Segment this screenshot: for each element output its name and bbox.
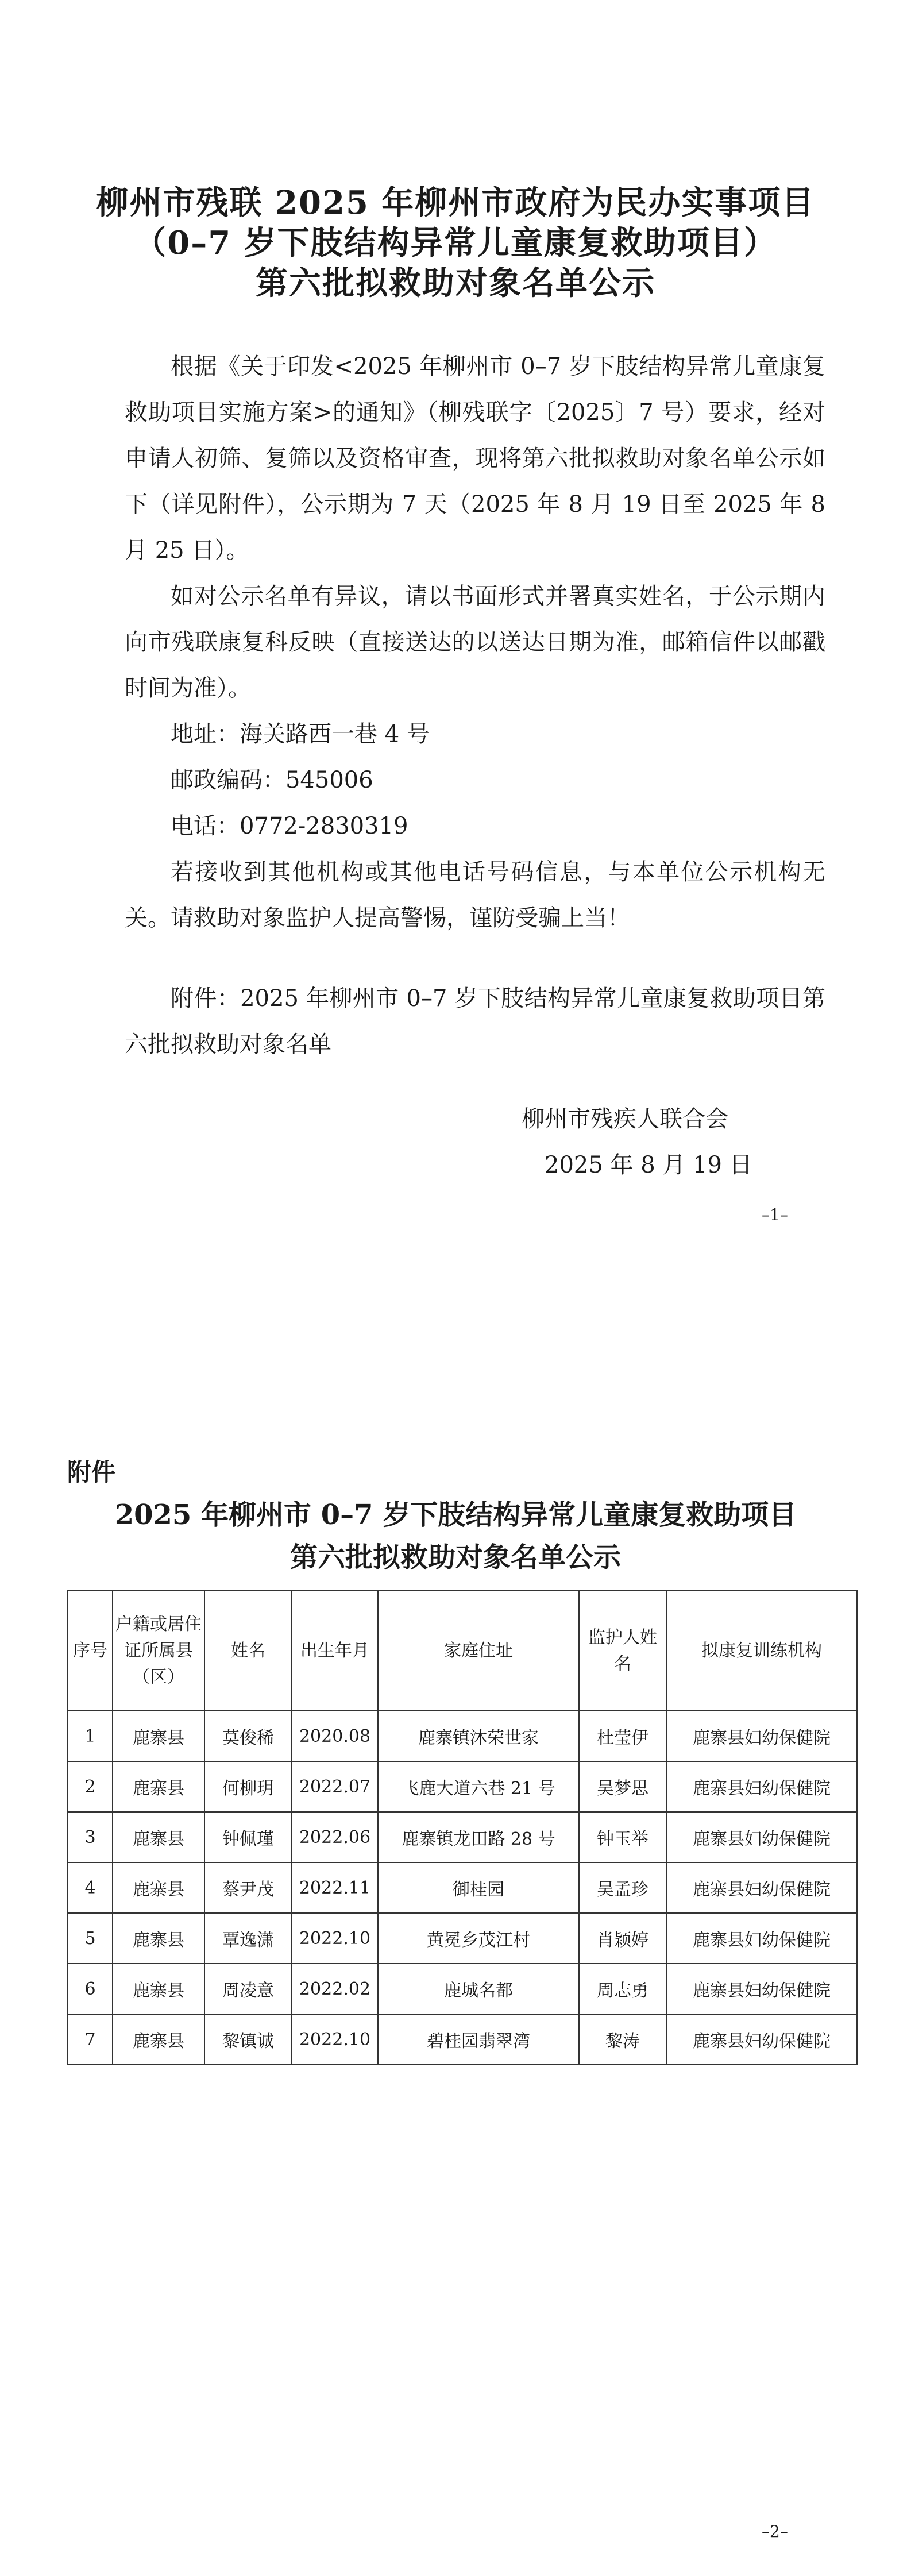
cell-institution: 鹿寨县妇幼保健院	[666, 1964, 857, 2014]
cell-name: 何柳玥	[204, 1761, 292, 1812]
cell-name: 周凌意	[204, 1964, 292, 2014]
signature-org: 柳州市残疾人联合会	[522, 1106, 728, 1132]
page-number-1: –1–	[762, 1205, 788, 1224]
cell-institution: 鹿寨县妇幼保健院	[666, 1862, 857, 1913]
cell-county: 鹿寨县	[113, 2014, 204, 2065]
cell-index: 3	[68, 1812, 113, 1862]
cell-address: 鹿城名都	[378, 1964, 579, 2014]
page-number-2: –2–	[762, 2522, 788, 2541]
title-line-2: （0–7 岁下肢结构异常儿童康复救助项目）	[134, 224, 777, 262]
cell-county: 鹿寨县	[113, 1711, 204, 1761]
cell-address: 碧桂园翡翠湾	[378, 2014, 579, 2065]
header-institution: 拟康复训练机构	[666, 1591, 857, 1711]
cell-guardian: 肖颖婷	[579, 1913, 666, 1964]
cell-institution: 鹿寨县妇幼保健院	[666, 1812, 857, 1862]
cell-address: 鹿寨镇龙田路 28 号	[378, 1812, 579, 1862]
notice-title	[0, 183, 911, 303]
cell-birth: 2022.10	[292, 1913, 378, 1964]
phone-line: 电话：0772-2830319	[171, 813, 408, 839]
paragraph-basis: 根据《关于印发<2025 年柳州市 0–7 岁下肢结构异常儿童康复救助项目实施方案>的通知》（柳残联字〔2025〕7 号）要求，经对申请人初筛、复筛以及资格审查，现将第六批拟救助对象名单公示如下（详见附件），公示期为 7 天（2025 年 8 月 19 日至 2025 年 8 月 25 日）。	[125, 353, 825, 564]
title-line-3: 第六批拟救助对象名单公示	[256, 264, 655, 302]
cell-birth: 2022.07	[292, 1761, 378, 1812]
attachment-note: 附件：2025 年柳州市 0–7 岁下肢结构异常儿童康复救助项目第六批拟救助对象名单	[125, 985, 825, 1058]
cell-county: 鹿寨县	[113, 1812, 204, 1862]
cell-county: 鹿寨县	[113, 1964, 204, 2014]
signature-date: 2025 年 8 月 19 日	[545, 1152, 752, 1178]
table-row	[68, 1761, 857, 1812]
cell-address: 黄冕乡茂江村	[378, 1913, 579, 1964]
table-row	[68, 1711, 857, 1761]
table-row	[68, 2014, 857, 2065]
cell-guardian: 黎涛	[579, 2014, 666, 2065]
cell-birth: 2022.06	[292, 1812, 378, 1862]
cell-guardian: 钟玉举	[579, 1812, 666, 1862]
title-line-1: 柳州市残联 2025 年柳州市政府为民办实事项目	[96, 184, 815, 222]
table-row	[68, 1913, 857, 1964]
table-row	[68, 1862, 857, 1913]
cell-index: 7	[68, 2014, 113, 2065]
cell-institution: 鹿寨县妇幼保健院	[666, 1711, 857, 1761]
header-index: 序号	[68, 1591, 113, 1711]
cell-guardian: 周志勇	[579, 1964, 666, 2014]
cell-address: 鹿寨镇沐荣世家	[378, 1711, 579, 1761]
paragraph-objection: 如对公示名单有异议，请以书面形式并署真实姓名，于公示期内向市残联康复科反映（直接送达的以送达日期为准，邮箱信件以邮戳时间为准）。	[125, 583, 825, 701]
header-county: 户籍或居住证所属县（区）	[113, 1591, 204, 1711]
header-address: 家庭住址	[378, 1591, 579, 1711]
cell-guardian: 吴梦思	[579, 1761, 666, 1812]
notice-body	[125, 344, 825, 1067]
cell-birth: 2022.02	[292, 1964, 378, 2014]
cell-institution: 鹿寨县妇幼保健院	[666, 1913, 857, 1964]
list-title-line-2: 第六批拟救助对象名单公示	[289, 1541, 621, 1574]
header-name: 姓名	[204, 1591, 292, 1711]
cell-index: 1	[68, 1711, 113, 1761]
cell-county: 鹿寨县	[113, 1913, 204, 1964]
cell-institution: 鹿寨县妇幼保健院	[666, 1761, 857, 1812]
table-row	[68, 1964, 857, 2014]
postcode-line: 邮政编码：545006	[171, 767, 373, 793]
cell-birth: 2022.11	[292, 1862, 378, 1913]
paragraph-warning: 若接收到其他机构或其他电话号码信息，与本单位公示机构无关。请救助对象监护人提高警惕，谨防受骗上当！	[125, 859, 825, 931]
cell-name: 莫俊稀	[204, 1711, 292, 1761]
cell-index: 4	[68, 1862, 113, 1913]
cell-index: 2	[68, 1761, 113, 1812]
table-header-row	[68, 1591, 857, 1711]
table-row	[68, 1812, 857, 1862]
list-title-line-1: 2025 年柳州市 0–7 岁下肢结构异常儿童康复救助项目	[114, 1499, 797, 1531]
cell-name: 蔡尹茂	[204, 1862, 292, 1913]
cell-address: 御桂园	[378, 1862, 579, 1913]
cell-index: 6	[68, 1964, 113, 2014]
cell-institution: 鹿寨县妇幼保健院	[666, 2014, 857, 2065]
header-guardian: 监护人姓名	[579, 1591, 666, 1711]
address-line: 地址：海关路西一巷 4 号	[171, 721, 430, 747]
cell-address: 飞鹿大道六巷 21 号	[378, 1761, 579, 1812]
cell-guardian: 吴孟珍	[579, 1862, 666, 1913]
cell-name: 覃逸潇	[204, 1913, 292, 1964]
cell-name: 黎镇诚	[204, 2014, 292, 2065]
cell-name: 钟佩瑾	[204, 1812, 292, 1862]
cell-index: 5	[68, 1913, 113, 1964]
recipient-table	[67, 1590, 858, 2065]
cell-county: 鹿寨县	[113, 1862, 204, 1913]
header-birth: 出生年月	[292, 1591, 378, 1711]
cell-guardian: 杜莹伊	[579, 1711, 666, 1761]
cell-county: 鹿寨县	[113, 1761, 204, 1812]
cell-birth: 2020.08	[292, 1711, 378, 1761]
list-title	[0, 1494, 911, 1579]
annex-label: 附件	[67, 1458, 116, 1486]
cell-birth: 2022.10	[292, 2014, 378, 2065]
